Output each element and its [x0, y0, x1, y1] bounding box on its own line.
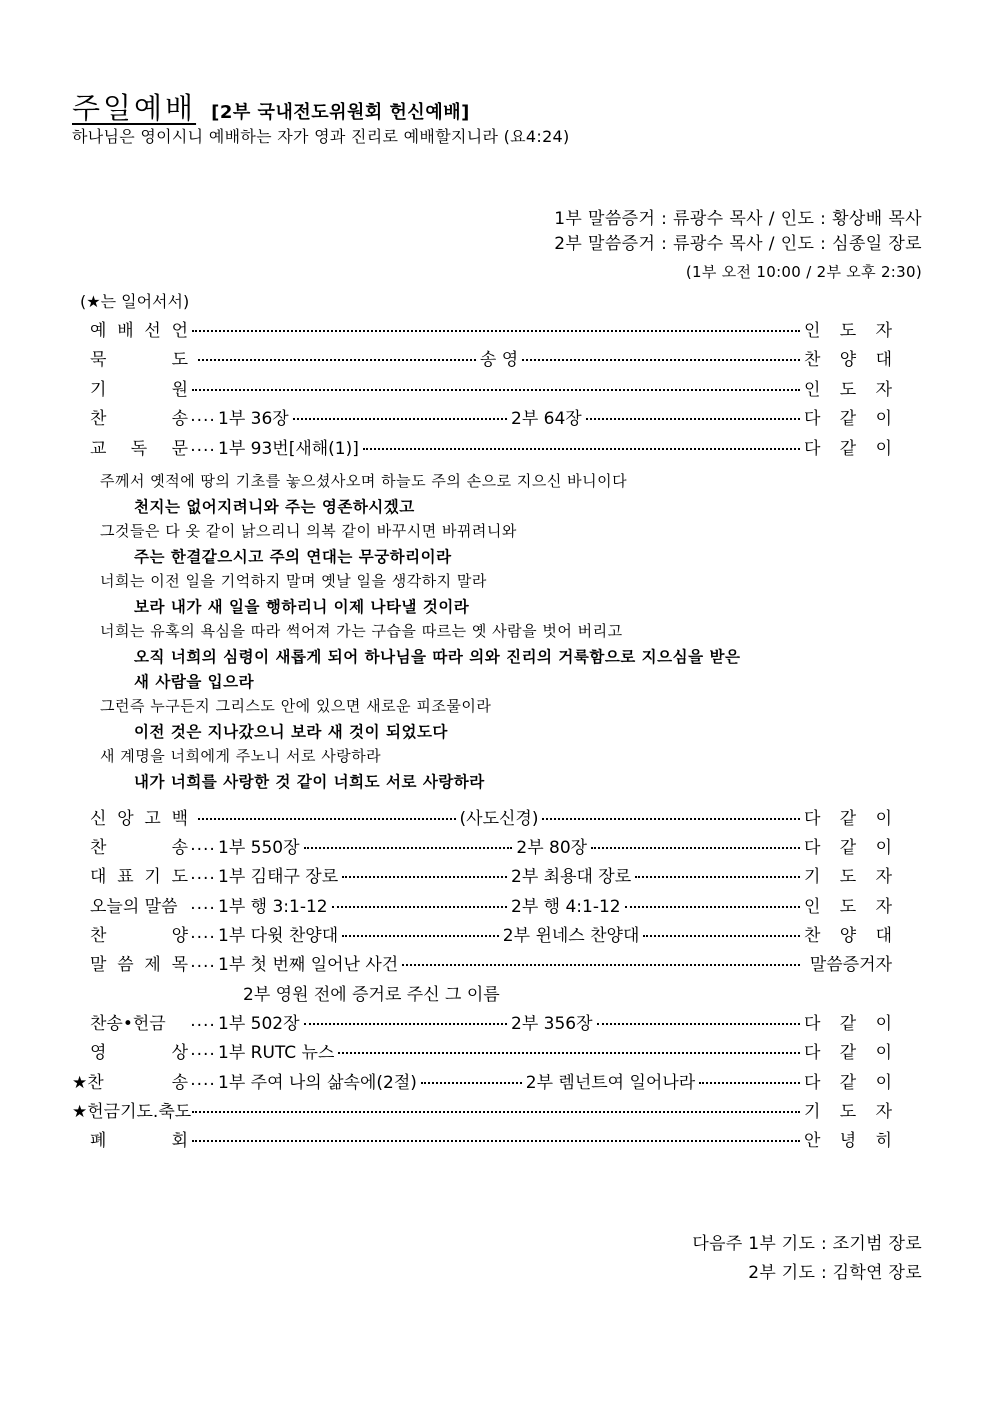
- order-detail: 1부 550장: [218, 837, 300, 858]
- label-char: 선: [144, 320, 161, 341]
- role-char: 이: [875, 1042, 892, 1063]
- order-detail: (사도신경): [459, 808, 539, 829]
- reading-response: 주는 한결같으시고 주의 연대는 무궁하리이라: [134, 548, 452, 566]
- label-char: 백: [171, 808, 188, 829]
- role-char: 자: [875, 896, 892, 917]
- label-char: 문: [171, 438, 188, 459]
- label-char: 찬: [90, 837, 107, 858]
- dotted-leader: [643, 935, 800, 937]
- order-role: [804, 921, 892, 946]
- role-char: 인: [804, 896, 821, 917]
- preacher-first: 1부 말씀증거 : 류광수 목사 / 인도 : 황상배 목사: [554, 209, 922, 229]
- order-row: [90, 1007, 892, 1035]
- order-row: [90, 802, 892, 830]
- order-role: [804, 1038, 892, 1063]
- order-detail: 1부 주여 나의 삶속에(2절): [218, 1072, 417, 1093]
- dotted-leader: [192, 1140, 800, 1142]
- role-char: 안: [804, 1130, 821, 1151]
- order-detail: 1부 행 3:1-12: [218, 896, 328, 917]
- leader-dots: ....: [190, 1040, 216, 1060]
- order-detail: 2부 윈네스 찬양대: [502, 925, 640, 946]
- order-row: [90, 890, 892, 918]
- role-char: 다: [804, 1042, 821, 1063]
- role-char: 이: [875, 438, 892, 459]
- dotted-leader: [192, 389, 800, 391]
- leader-dots: ....: [190, 864, 216, 884]
- order-row: [90, 373, 892, 401]
- label-char: 목: [171, 954, 188, 975]
- label-char: 찬: [90, 925, 107, 946]
- order-detail: 1부 RUTC 뉴스: [218, 1042, 335, 1063]
- order-role: [804, 1097, 892, 1122]
- order-row: [72, 1095, 892, 1123]
- label-char: 찬송•헌금: [90, 1013, 166, 1034]
- label-char: 폐: [90, 1130, 107, 1151]
- reading-leader: 주께서 옛적에 땅의 기초를 놓으셨사오며 하늘도 주의 손으로 지으신 바니이다: [100, 472, 628, 490]
- order-row: [90, 314, 892, 342]
- order-detail: 1부 다윗 찬양대: [218, 925, 339, 946]
- order-row: [90, 1036, 892, 1064]
- role-char: 말씀증거자: [809, 954, 892, 975]
- order-role: [804, 375, 892, 400]
- label-char: 양: [171, 925, 188, 946]
- order-label: [90, 1126, 188, 1151]
- label-char: 대: [90, 866, 107, 887]
- dotted-leader: [597, 1023, 800, 1025]
- role-char: 같: [839, 808, 857, 829]
- leader-dots: ....: [190, 1070, 216, 1090]
- role-char: 도: [839, 1101, 857, 1122]
- role-char: 대: [875, 925, 893, 946]
- order-detail: 2부 행 4:1-12: [511, 896, 621, 917]
- role-char: 인: [804, 379, 821, 400]
- order-label: [90, 404, 188, 429]
- leader-dots: ....: [190, 923, 216, 943]
- order-row: [90, 919, 892, 947]
- order-label: [90, 1038, 188, 1063]
- role-char: 기: [804, 1101, 821, 1122]
- reading-leader: 새 계명을 너희에게 주노니 서로 사랑하라: [100, 747, 382, 765]
- dotted-leader: [542, 818, 800, 820]
- label-char: 제: [144, 954, 161, 975]
- page-title: 주일예배: [72, 91, 197, 125]
- order-label: [90, 892, 188, 917]
- order-label: [90, 434, 188, 459]
- reading-leader: 너희는 유혹의 욕심을 따라 썩어져 가는 구습을 따르는 옛 사람을 벗어 버리고: [100, 622, 623, 640]
- dotted-leader: [625, 906, 800, 908]
- reading-response: 새 사람을 입으라: [134, 673, 255, 691]
- order-role: [804, 316, 892, 341]
- role-char: 같: [839, 408, 857, 429]
- preacher-second: 2부 말씀증거 : 류광수 목사 / 인도 : 심종일 장로: [554, 234, 922, 254]
- label-char: 도: [171, 349, 188, 370]
- role-char: 이: [875, 837, 892, 858]
- order-detail: 2부 64장: [511, 408, 582, 429]
- order-label: [90, 1009, 188, 1034]
- order-detail: 2부 80장: [516, 837, 588, 858]
- order-row: [90, 860, 892, 888]
- order-label: [90, 804, 188, 829]
- label-char: 회: [171, 1130, 188, 1151]
- label-char: 송: [171, 837, 188, 858]
- leader-dots: ....: [190, 1011, 216, 1031]
- label-char: 씀: [117, 954, 134, 975]
- label-char: 기: [90, 379, 107, 400]
- order-role: [804, 1009, 892, 1034]
- dotted-leader: [342, 935, 499, 937]
- dotted-leader: [522, 359, 800, 361]
- dotted-leader: [198, 359, 476, 361]
- dotted-leader: [421, 1082, 522, 1084]
- leader-dots: ....: [190, 952, 216, 972]
- label-char: 오늘의 말씀: [90, 896, 178, 917]
- role-char: 이: [875, 1013, 892, 1034]
- order-label: [90, 316, 188, 341]
- order-row: [72, 1066, 892, 1094]
- role-char: 히: [875, 1130, 892, 1151]
- role-char: 다: [804, 1072, 821, 1093]
- leader-dots: ....: [190, 894, 216, 914]
- order-detail: 1부 502장: [218, 1013, 300, 1034]
- label-char: 묵: [90, 349, 107, 370]
- label-char: 기: [144, 866, 161, 887]
- role-char: 다: [804, 408, 821, 429]
- order-row: [90, 1124, 892, 1152]
- role-char: 자: [875, 379, 892, 400]
- dotted-leader: [635, 876, 800, 878]
- role-char: 찬: [804, 349, 821, 370]
- next-week-prayer-first: 다음주 1부 기도 : 조기범 장로: [692, 1234, 922, 1254]
- role-char: 자: [875, 1101, 892, 1122]
- label-char: 신: [90, 808, 107, 829]
- role-char: 같: [839, 1042, 857, 1063]
- order-role: [804, 1126, 892, 1151]
- label-char: 원: [171, 379, 188, 400]
- reading-response: 천지는 없어지려니와 주는 영존하시겠고: [134, 498, 415, 516]
- reading-leader: 그것들은 다 옷 같이 낡으리니 의복 같이 바꾸시면 바뀌려니와: [100, 522, 517, 540]
- order-role: [804, 434, 892, 459]
- role-char: 자: [875, 866, 892, 887]
- next-week-prayer-second: 2부 기도 : 김학연 장로: [748, 1263, 922, 1283]
- role-char: 같: [839, 837, 857, 858]
- label-char: 언: [171, 320, 188, 341]
- role-char: 찬: [804, 925, 821, 946]
- reading-leader: 그런즉 누구든지 그리스도 안에 있으면 새로운 피조물이라: [100, 697, 492, 715]
- role-char: 기: [804, 866, 821, 887]
- dotted-leader: [338, 1052, 800, 1054]
- order-label: [72, 1097, 192, 1122]
- order-detail: 2부 렘넌트여 일어나라: [525, 1072, 696, 1093]
- label-char: 고: [144, 808, 161, 829]
- role-char: 같: [839, 438, 857, 459]
- order-row: [90, 831, 892, 859]
- role-char: 도: [839, 379, 857, 400]
- label-char: 앙: [117, 808, 134, 829]
- dotted-leader: [591, 847, 800, 849]
- header: [72, 86, 470, 127]
- order-row: [90, 432, 892, 460]
- order-label: [90, 833, 188, 858]
- reading-response: 보라 내가 새 일을 행하리니 이제 나타낼 것이라: [134, 598, 470, 616]
- dotted-leader: [332, 906, 507, 908]
- order-label: [90, 375, 188, 400]
- order-label: [90, 862, 188, 887]
- label-char: ★찬: [72, 1072, 104, 1093]
- reading-response: 오직 너희의 심령이 새롭게 되어 하나님을 따라 의와 진리의 거룩함으로 지으심을 받은: [134, 648, 741, 666]
- service-subtitle: [2부 국내전도위원회 헌신예배]: [211, 102, 470, 123]
- label-char: 도: [171, 866, 188, 887]
- label-char: 찬: [90, 408, 107, 429]
- order-role: [804, 892, 892, 917]
- role-char: 이: [875, 808, 893, 829]
- order-label: [72, 1068, 188, 1093]
- role-char: 같: [839, 1013, 857, 1034]
- order-role: [804, 950, 892, 975]
- order-label: [90, 950, 188, 975]
- order-detail: 1부 첫 번째 일어난 사건: [218, 954, 399, 975]
- order-row: [90, 948, 892, 976]
- role-char: 양: [839, 925, 857, 946]
- dotted-leader: [293, 418, 507, 420]
- dotted-leader: [304, 1023, 507, 1025]
- order-label: [90, 345, 188, 370]
- role-char: 인: [804, 320, 821, 341]
- order-role: [804, 833, 892, 858]
- leader-dots: ....: [190, 835, 216, 855]
- label-char: 표: [117, 866, 134, 887]
- dotted-leader: [586, 418, 800, 420]
- role-char: 대: [875, 349, 892, 370]
- reading-response: 내가 너희를 사랑한 것 같이 너희도 서로 사랑하라: [134, 773, 485, 791]
- role-char: 다: [804, 1013, 821, 1034]
- dotted-leader: [198, 818, 456, 820]
- order-label: [90, 921, 188, 946]
- role-char: 이: [875, 1072, 893, 1093]
- service-times: (1부 오전 10:00 / 2부 오후 2:30): [685, 263, 922, 281]
- label-char: 독: [130, 438, 148, 459]
- order-detail: 2부 356장: [511, 1013, 593, 1034]
- dotted-leader: [192, 330, 800, 332]
- role-char: 양: [839, 349, 857, 370]
- role-char: 도: [839, 866, 857, 887]
- role-char: 다: [804, 837, 821, 858]
- label-char: 송: [171, 1072, 188, 1093]
- role-char: 자: [875, 320, 892, 341]
- label-char: ★헌금기도.축도: [72, 1101, 192, 1122]
- reading-leader: 너희는 이전 일을 기억하지 말며 옛날 일을 생각하지 말라: [100, 572, 487, 590]
- leader-dots: ....: [190, 406, 216, 426]
- dotted-leader: [192, 1111, 800, 1113]
- sermon-title-second: 2부 영원 전에 증거로 주신 그 이름: [243, 985, 500, 1005]
- label-char: 상: [171, 1042, 188, 1063]
- dotted-leader: [342, 876, 507, 878]
- order-role: [804, 1068, 892, 1093]
- role-char: 다: [804, 438, 821, 459]
- role-char: 다: [804, 808, 821, 829]
- order-row: [90, 402, 892, 430]
- dotted-leader: [304, 847, 513, 849]
- role-char: 녕: [839, 1130, 857, 1151]
- order-role: [804, 862, 892, 887]
- role-char: 이: [875, 408, 892, 429]
- leader-dots: ....: [190, 436, 216, 456]
- label-char: 영: [90, 1042, 107, 1063]
- role-char: 도: [839, 896, 857, 917]
- order-role: [804, 804, 892, 829]
- order-detail: 1부 36장: [218, 408, 289, 429]
- dotted-leader: [699, 1082, 800, 1084]
- label-char: 예: [90, 320, 107, 341]
- dotted-leader: [363, 448, 800, 450]
- stand-note: (★는 일어서서): [80, 292, 190, 311]
- dotted-leader: [402, 964, 800, 966]
- order-detail: 1부 김태구 장로: [218, 866, 339, 887]
- label-char: 배: [117, 320, 134, 341]
- order-role: [804, 345, 892, 370]
- theme-verse: 하나님은 영이시니 예배하는 자가 영과 진리로 예배할지니라 (요4:24): [72, 127, 570, 146]
- role-char: 도: [839, 320, 857, 341]
- order-role: [804, 404, 892, 429]
- order-detail: 송 영: [479, 349, 519, 370]
- order-detail: 2부 최용대 장로: [511, 866, 632, 887]
- label-char: 말: [90, 954, 107, 975]
- reading-response: 이전 것은 지나갔으니 보라 새 것이 되었도다: [134, 723, 448, 741]
- label-char: 송: [171, 408, 188, 429]
- label-char: 교: [90, 438, 107, 459]
- order-row: [90, 343, 892, 371]
- role-char: 같: [839, 1072, 857, 1093]
- order-detail: 1부 93번[새해(1)]: [218, 438, 359, 459]
